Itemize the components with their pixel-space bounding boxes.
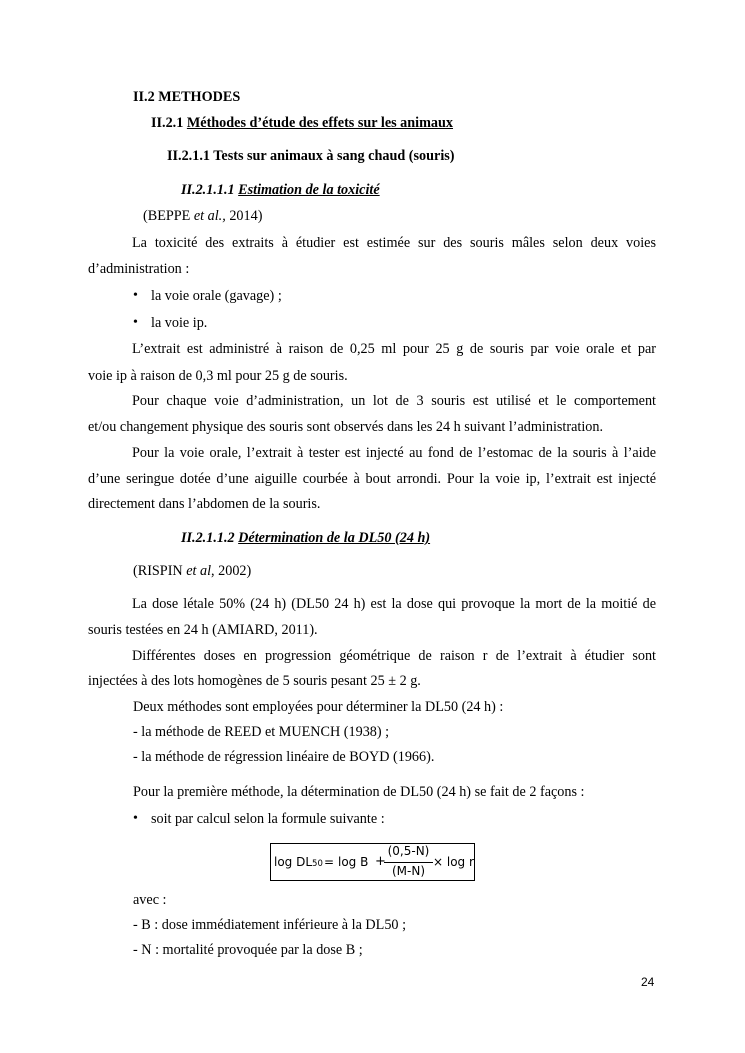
method-item: - la méthode de REED et MUENCH (1938) ; — [133, 724, 390, 740]
paragraph-line: Pour chaque voie d’administration, un lot de 3 souris est utilisé et le comportement — [132, 393, 656, 409]
formula-lhs — [274, 855, 323, 869]
dl50-formula — [270, 843, 475, 881]
paragraph-line: d’une seringue dotée d’une aiguille courbée à bout arrondi. Pour la voie ip, l’extrait est injecté — [88, 471, 656, 487]
bullet-icon: • — [133, 315, 138, 330]
formula-plus: + — [375, 854, 386, 869]
subsection-heading-dl50 — [181, 529, 430, 547]
bullet-item: la voie orale (gavage) ; — [151, 288, 282, 304]
section-heading: II.2 METHODES — [133, 89, 241, 105]
definition-item: - B : dose immédiatement inférieure à la DL50 ; — [133, 917, 407, 933]
dl50-title: Détermination de la DL50 (24 h) — [238, 530, 431, 546]
ref-author: (RISPIN — [133, 563, 183, 579]
subsection-3-number: II.2.1.1.1 — [181, 182, 235, 198]
formula-numerator: (0,5-N) — [387, 844, 430, 858]
ref-etal: et al — [186, 563, 212, 579]
ref-author: (BEPPE — [143, 208, 191, 224]
paragraph-line: et/ou changement physique des souris sont observés dans les 24 h suivant l’administration. — [88, 419, 604, 435]
paragraph-line: avec : — [133, 892, 167, 908]
bullet-item: soit par calcul selon la formule suivante : — [151, 811, 385, 827]
subsection-heading-3 — [181, 181, 380, 199]
formula-fraction-bar — [384, 862, 433, 863]
definition-item: - N : mortalité provoquée par la dose B ; — [133, 942, 363, 958]
paragraph-line: Différentes doses en progression géométrique de raison r de l’extrait à étudier sont — [132, 648, 656, 664]
subsection-heading-1 — [151, 114, 453, 132]
formula-subscript: 50 — [312, 859, 323, 869]
formula-log-dl: log DL — [274, 855, 313, 869]
formula-equals: = — [324, 855, 335, 869]
paragraph-line: La dose létale 50% (24 h) (DL50 24 h) est la dose qui provoque la mort de la moitié de — [132, 596, 656, 612]
ref-year: , 2002) — [211, 563, 252, 579]
subsection-heading-2: II.2.1.1 Tests sur animaux à sang chaud (souris) — [167, 148, 455, 164]
subsection-3-title: Estimation de la toxicité — [238, 182, 380, 198]
paragraph-line: Pour la voie orale, l’extrait à tester est injecté au fond de l’estomac de la souris à l’aide — [132, 445, 656, 461]
paragraph-line: Pour la première méthode, la détermination de DL50 (24 h) se fait de 2 façons : — [133, 784, 585, 800]
bullet-icon: • — [133, 288, 138, 303]
subsection-title: Méthodes d’étude des effets sur les animaux — [186, 115, 454, 131]
ref-year: 2014) — [229, 208, 263, 224]
subsection-number: II.2.1 — [151, 115, 184, 131]
formula-log-b: log B — [338, 855, 369, 869]
paragraph-line: directement dans l’abdomen de la souris. — [88, 496, 321, 512]
paragraph-line: voie ip à raison de 0,3 ml pour 25 g de souris. — [88, 368, 348, 384]
paragraph-line: d’administration : — [88, 261, 190, 277]
paragraph-line: injectées à des lots homogènes de 5 souris pesant 25 ± 2 g. — [88, 673, 421, 689]
paragraph-line: L’extrait est administré à raison de 0,25 ml pour 25 g de souris par voie orale et par — [132, 341, 656, 357]
dl50-number: II.2.1.1.2 — [181, 530, 235, 546]
ref-etal: et al., — [193, 208, 226, 224]
paragraph-line: La toxicité des extraits à étudier est estimée sur des souris mâles selon deux voies — [132, 235, 656, 251]
method-item: - la méthode de régression linéaire de BOYD (1966). — [133, 749, 435, 765]
reference-beppe — [143, 207, 262, 225]
bullet-icon: • — [133, 811, 138, 826]
paragraph-line: Deux méthodes sont employées pour déterminer la DL50 (24 h) : — [133, 699, 504, 715]
reference-rispin — [133, 562, 251, 580]
paragraph-line: souris testées en 24 h (AMIARD, 2011). — [88, 622, 318, 638]
page-number: 24 — [641, 975, 655, 989]
bullet-item: la voie ip. — [151, 315, 208, 331]
formula-denominator: (M-N) — [391, 864, 426, 878]
formula-times-log-r: × log r — [433, 855, 474, 869]
